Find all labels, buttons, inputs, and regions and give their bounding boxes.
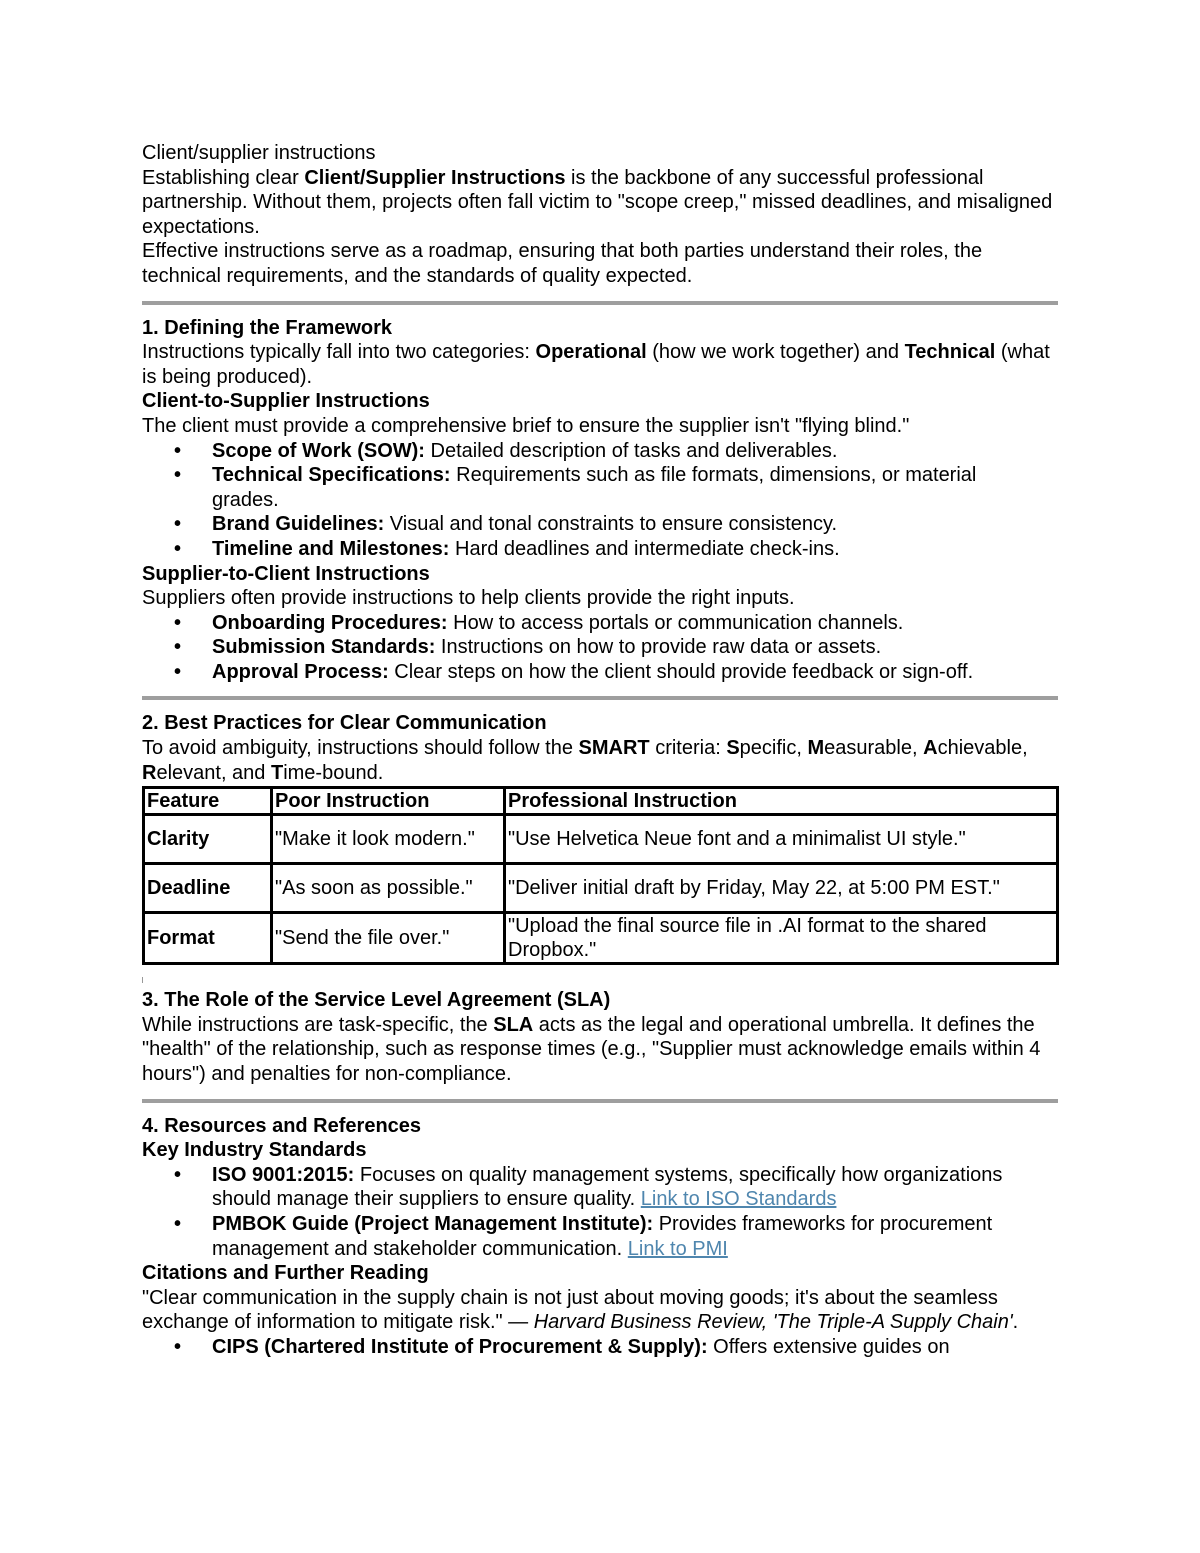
- table-cell: Clarity: [144, 815, 272, 864]
- supplier-to-client-text: Suppliers often provide instructions to help clients provide the right inputs.: [142, 587, 795, 610]
- section-3-text: While instructions are task-specific, the SLA acts as the legal and operational umbrella. It defines the "health" of the relationship, such as response times (e.g., "Supplier must acknowledge emails within 4 hours") and penalties for non-compliance.: [142, 1013, 1041, 1086]
- table-row: [144, 815, 1058, 864]
- table-header-cell: Feature: [144, 788, 272, 815]
- further-reading-list: [142, 1335, 1058, 1360]
- key-standards-heading: Key Industry Standards: [142, 1139, 367, 1162]
- list-item: • ISO 9001:2015: Focuses on quality management systems, specifically how organizations should manage their suppliers to ensure quality. Link to ISO Standards: [142, 1163, 1058, 1212]
- citations-heading: Citations and Further Reading: [142, 1262, 429, 1285]
- table-header-cell: Poor Instruction: [272, 788, 505, 815]
- client-to-supplier-text: The client must provide a comprehensive brief to ensure the supplier isn't "flying blind.": [142, 414, 910, 437]
- section-3-heading: 3. The Role of the Service Level Agreement (SLA): [142, 989, 611, 1012]
- table-cell: "Make it look modern.": [272, 815, 505, 864]
- list-item: • Technical Specifications: Requirements such as file formats, dimensions, or material grades.: [142, 463, 1058, 512]
- section-2-heading: 2. Best Practices for Clear Communication: [142, 712, 547, 735]
- table-row: [144, 864, 1058, 913]
- client-to-supplier-heading: Client-to-Supplier Instructions: [142, 390, 430, 413]
- section-2-intro: To avoid ambiguity, instructions should follow the SMART criteria: Specific, Measurable, Achievable, Relevant, and Time-bound.: [142, 737, 1028, 784]
- intro-paragraph-2: Effective instructions serve as a roadmap, ensuring that both parties understand their roles, the technical requirements, and the standards of quality expected.: [142, 240, 983, 287]
- table-row: [144, 913, 1058, 964]
- document-page: [142, 141, 1058, 1360]
- table-header-cell: Professional Instruction: [505, 788, 1058, 815]
- list-item: • Approval Process: Clear steps on how the client should provide feedback or sign-off.: [142, 660, 1058, 685]
- pmi-link[interactable]: Link to PMI: [627, 1237, 728, 1260]
- paragraph-mark: [142, 977, 1058, 988]
- supplier-to-client-list: [142, 611, 1058, 685]
- table-cell: "Deliver initial draft by Friday, May 22, at 5:00 PM EST.": [505, 864, 1058, 913]
- doc-title: Client/supplier instructions: [142, 142, 376, 164]
- section-1-intro: Instructions typically fall into two categories: Operational (how we work together) and Technical (what is being produced).: [142, 341, 1050, 388]
- list-item: • Submission Standards: Instructions on how to provide raw data or assets.: [142, 635, 1058, 660]
- list-item: • Brand Guidelines: Visual and tonal constraints to ensure consistency.: [142, 512, 1058, 537]
- table-cell: "Upload the final source file in .AI format to the shared Dropbox.": [505, 913, 1058, 964]
- table-cell: "Use Helvetica Neue font and a minimalist UI style.": [505, 815, 1058, 864]
- list-item: • Timeline and Milestones: Hard deadlines and intermediate check-ins.: [142, 537, 1058, 562]
- table-header-row: [144, 788, 1058, 815]
- list-item: • Onboarding Procedures: How to access portals or communication channels.: [142, 611, 1058, 636]
- key-standards-list: [142, 1163, 1058, 1261]
- table-cell: Deadline: [144, 864, 272, 913]
- section-4-heading: 4. Resources and References: [142, 1114, 422, 1137]
- client-to-supplier-list: [142, 439, 1058, 562]
- section-divider: [142, 301, 1058, 305]
- list-item: • CIPS (Chartered Institute of Procurement & Supply): Offers extensive guides on: [142, 1335, 1058, 1360]
- list-item: • Scope of Work (SOW): Detailed description of tasks and deliverables.: [142, 439, 1058, 464]
- supplier-to-client-heading: Supplier-to-Client Instructions: [142, 562, 430, 585]
- table-cell: Format: [144, 913, 272, 964]
- list-item: • PMBOK Guide (Project Management Institute): Provides frameworks for procurement management and stakeholder communication. Link to PMI: [142, 1212, 1058, 1261]
- iso-standards-link[interactable]: Link to ISO Standards: [640, 1188, 837, 1211]
- section-1-heading: 1. Defining the Framework: [142, 316, 393, 339]
- table-cell: "Send the file over.": [272, 913, 505, 964]
- section-divider: [142, 1099, 1058, 1103]
- table-cell: "As soon as possible.": [272, 864, 505, 913]
- quote-paragraph: "Clear communication in the supply chain is not just about moving goods; it's about the seamless exchange of information to mitigate risk." — Harvard Business Review, 'The Triple-A Supply Chain'.: [142, 1286, 1019, 1334]
- comparison-table: [142, 786, 1059, 965]
- intro-paragraph-1: Establishing clear Client/Supplier Instructions is the backbone of any successful professional partnership. Without them, projects often fall victim to "scope creep," missed deadlines, and misaligned expectations.: [142, 166, 1053, 238]
- section-divider: [142, 696, 1058, 700]
